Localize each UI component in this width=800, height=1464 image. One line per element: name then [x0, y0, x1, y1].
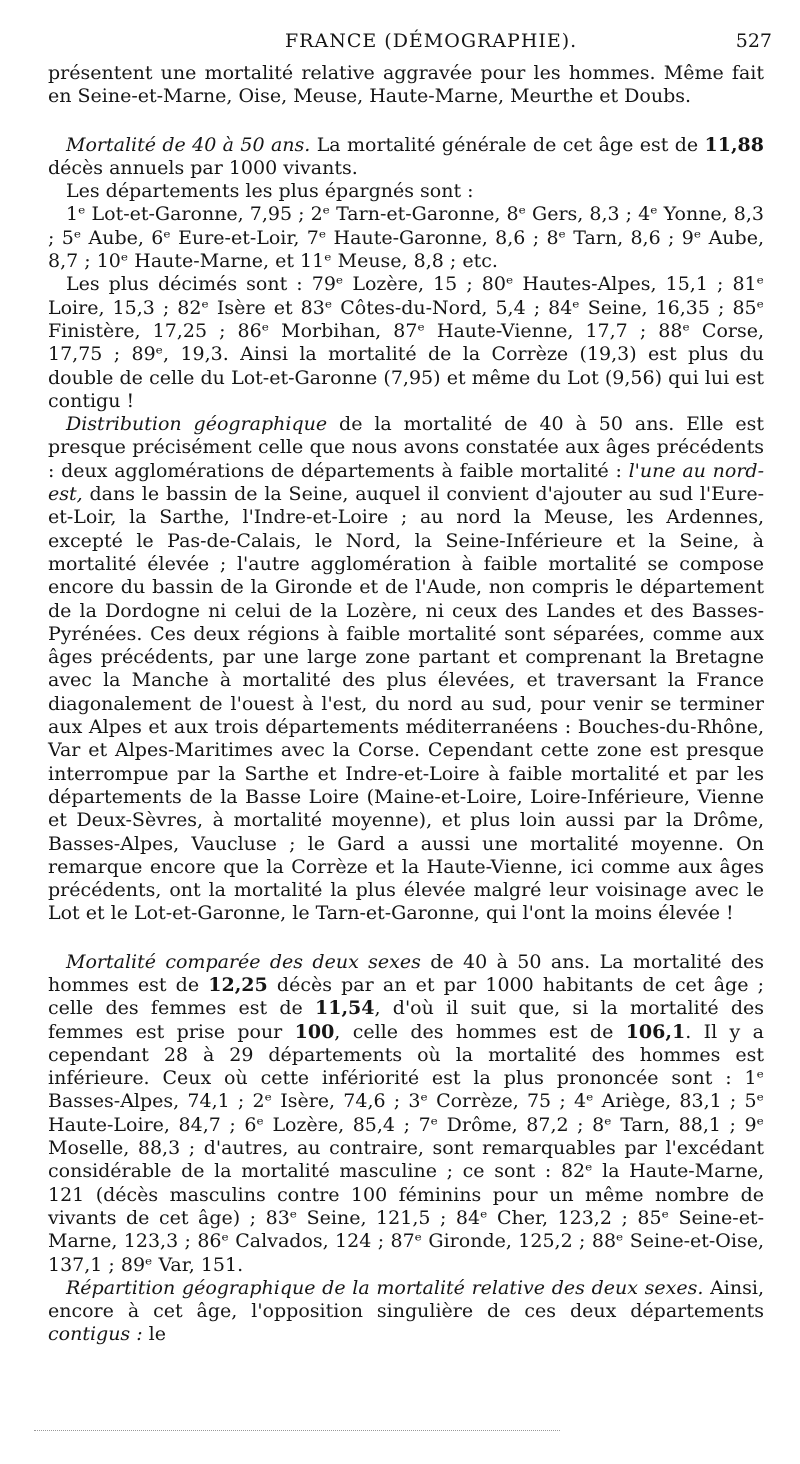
- section-heading: Répartition géographique de la mortalité relative des deux sexes.: [66, 1276, 704, 1299]
- section-heading: Mortalité comparée des deux sexes: [66, 950, 421, 973]
- running-title: FRANCE (DÉMOGRAPHIE).: [285, 30, 578, 52]
- paragraph-sex-comparison: Mortalité comparée des deux sexes de 40 à 50 ans. La mortalité des hommes est de 12,25 décès par an et par 1000 habitants de cet âge ; celle des femmes est de 11,54, d'où il suit que, si la mortalité des femmes est prise pour 100, celle des hommes est de 106,1. Il y a cependant 28 à 29 départements où la mortalité des hommes est inférieure. Ceux où cette infériorité est la plus prononcée sont : 1ᵉ Basses-Alpes, 74,1 ; 2ᵉ Isère, 74,6 ; 3ᵉ Corrèze, 75 ; 4ᵉ Ariège, 83,1 ; 5ᵉ Haute-Loire, 84,7 ; 6ᵉ Lozère, 85,4 ; 7ᵉ Drôme, 87,2 ; 8ᵉ Tarn, 88,1 ; 9ᵉ Moselle, 88,3 ; d'autres, au contraire, sont remarquables par l'excédant considérable de la mortalité masculine ; ce sont : 82ᵉ la Haute-Marne, 121 (décès masculins contre 100 féminins pour un même nombre de vivants de cet âge) ; 83ᵉ Seine, 121,5 ; 84ᵉ Cher, 123,2 ; 85ᵉ Seine-et-Marne, 123,3 ; 86ᵉ Calvados, 124 ; 87ᵉ Gironde, 125,2 ; 88ᵉ Seine-et-Oise, 137,1 ; 89ᵉ Var, 151.: [48, 950, 765, 1276]
- bold-value: 11,54: [315, 997, 375, 1020]
- paragraph-sex-distribution: Répartition géographique de la mortalité relative des deux sexes. Ainsi, encore à cet âge, l'opposition singulière de ces deux départements contigus : le: [48, 1276, 764, 1346]
- section-heading: Distribution géographique: [66, 413, 328, 436]
- page-number: 527: [735, 30, 772, 52]
- bold-value: 12,25: [208, 973, 268, 996]
- section-heading: Mortalité de 40 à 50 ans.: [66, 133, 311, 156]
- paragraph-geographic-distribution: Distribution géographique de la mortalité de 40 à 50 ans. Elle est presque précisément celle que nous avons constatée aux âges précédents : deux agglomérations de départements à faible mortalité : l'une au nord-est, dans le bassin de la Seine, auquel il convient d'ajouter au sud l'Eure-et-Loir, la Sarthe, l'Indre-et-Loire ; au nord la Meuse, les Ardennes, excepté le Pas-de-Calais, le Nord, la Seine-Inférieure et la Seine, à mortalité élevée ; l'autre agglomération à faible mortalité se compose encore du bassin de la Gironde et de l'Aude, non compris le département de la Dordogne ni celui de la Lozère, ni ceux des Landes et des Basses-Pyrénées. Ces deux régions à faible mortalité sont séparées, comme aux âges précédents, par une large zone partant et comprenant la Bretagne avec la Manche à mortalité des plus élevées, et traversant la France diagonalement de l'ouest à l'est, du nord au sud, pour venir se terminer aux Alpes et aux trois départements méditerranéens : Bouches-du-Rhône, Var et Alpes-Maritimes avec la Corse. Cependant cette zone est presque interrompue par la Sarthe et Indre-et-Loire à faible mortalité et par les départements de la Basse Loire (Maine-et-Loire, Loire-Inférieure, Vienne et Deux-Sèvres, à mortalité moyenne), et plus loin aussi par la Drôme, Basses-Alpes, Vaucluse ; le Gard a aussi une mortalité moyenne. On remarque encore que la Corrèze et la Haute-Vienne, ici comme aux âges précédents, ont la mortalité la plus élevée malgré leur voisinage avec le Lot et le Lot-et-Garonne, le Tarn-et-Garonne, qui l'ont la moins élevée !: [48, 413, 764, 925]
- bold-value: 100: [294, 1020, 335, 1043]
- footer-divider: [34, 1430, 560, 1431]
- bold-value: 11,88: [704, 133, 764, 156]
- bold-value: 106,1: [625, 1020, 686, 1043]
- paragraph-continuation: présentent une mortalité relative aggravée pour les hommes. Même fait en Seine-et-Marne, Oise, Meuse, Haute-Marne, Meurthe et Doubs.: [48, 62, 764, 108]
- running-header: [40, 30, 772, 58]
- page-body: [48, 62, 764, 1347]
- paragraph-least-affected-list: 1ᵉ Lot-et-Garonne, 7,95 ; 2ᵉ Tarn-et-Garonne, 8ᵉ Gers, 8,3 ; 4ᵉ Yonne, 8,3 ; 5ᵉ Aube, 6ᵉ Eure-et-Loir, 7ᵉ Haute-Garonne, 8,6 ; 8ᵉ Tarn, 8,6 ; 9ᵉ Aube, 8,7 ; 10ᵉ Haute-Marne, et 11ᵉ Meuse, 8,8 ; etc.: [48, 203, 764, 273]
- paragraph-least-affected-intro: Les départements les plus épargnés sont :: [66, 180, 474, 203]
- paragraph-mortality-40-50: Mortalité de 40 à 50 ans. La mortalité générale de cet âge est de 11,88 décès annuels par 1000 vivants.: [48, 133, 764, 179]
- paragraph-most-affected: Les plus décimés sont : 79ᵉ Lozère, 15 ; 80ᵉ Hautes-Alpes, 15,1 ; 81ᵉ Loire, 15,3 ; 82ᵉ Isère et 83ᵉ Côtes-du-Nord, 5,4 ; 84ᵉ Seine, 16,35 ; 85ᵉ Finistère, 17,25 ; 86ᵉ Morbihan, 87ᵉ Haute-Vienne, 17,7 ; 88ᵉ Corse, 17,75 ; 89ᵉ, 19,3. Ainsi la mortalité de la Corrèze (19,3) est plus du double de celle du Lot-et-Garonne (7,95) et même du Lot (9,56) qui lui est contigu !: [48, 273, 764, 412]
